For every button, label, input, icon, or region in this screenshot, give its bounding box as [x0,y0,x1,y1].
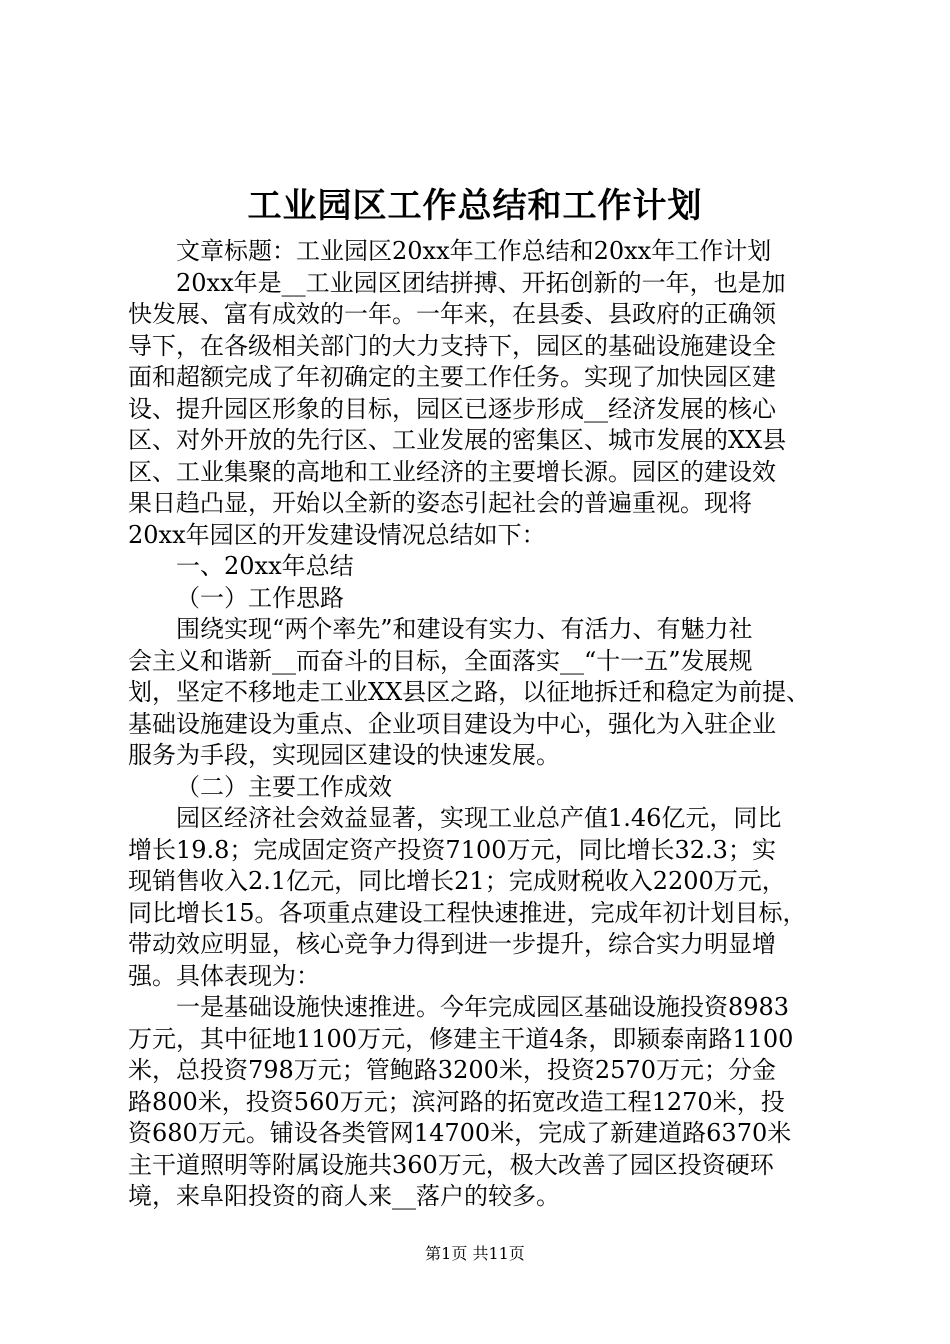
paragraph-line: 园区经济社会效益显著，实现工业总产值1.46亿元，同比 [176,804,782,832]
paragraph-line: 资680万元。铺设各类管网14700米，完成了新建道路6370米 [128,1119,792,1147]
paragraph-line: 主干道照明等附属设施共360万元，极大改善了园区投资硬环 [128,1150,774,1179]
paragraph-line: 设、提升园区形象的目标，园区已逐步形成__经济发展的核心 [128,394,776,423]
paragraph-line: 20xx年园区的开发建设情况总结如下： [128,520,546,549]
document-body [128,236,828,1213]
paragraph-line: 快发展、富有成效的一年。一年来，在县委、县政府的正确领 [128,300,776,328]
paragraph-line: 带动效应明显，核心竞争力得到进一步提升，综合实力明显增 [128,930,776,958]
subsection-heading: （二）主要工作成效 [176,772,392,801]
paragraph-line: 万元，其中征地1100万元，修建主干道4条，即颍泰南路1100 [128,1024,794,1053]
paragraph-line: 会主义和谐新__而奋斗的目标，全面落实__“十一五”发展规 [128,646,753,675]
document-title: 工业园区工作总结和工作计划 [247,186,703,226]
paragraph-line: 区、工业集聚的高地和工业经济的主要增长源。园区的建设效 [128,457,776,486]
paragraph-line: 服务为手段，实现园区建设的快速发展。 [128,741,560,769]
paragraph-line: 导下，在各级相关部门的大力支持下，园区的基础设施建设全 [128,331,776,360]
paragraph-line: 区、对外开放的先行区、工业发展的密集区、城市发展的XX县 [128,426,787,454]
paragraph-line: 一是基础设施快速推进。今年完成园区基础设施投资8983 [176,993,790,1021]
paragraph-line: 20xx年是__工业园区团结拼搏、开拓创新的一年，也是加 [176,268,786,297]
paragraph-line: 强。具体表现为： [128,961,320,990]
paragraph-line: 面和超额完成了年初确定的主要工作任务。实现了加快园区建 [128,363,776,391]
paragraph-line: 增长19.8；完成固定资产投资7100万元，同比增长32.3；实 [128,835,776,864]
paragraph-line: 境，来阜阳投资的商人来__落户的较多。 [128,1182,560,1210]
article-title-line: 文章标题：工业园区20xx年工作总结和20xx年工作计划 [176,237,772,265]
paragraph-line: 划，坚定不移地走工业XX县区之路，以征地拆迁和稳定为前提、 [128,678,811,706]
paragraph-line: 基础设施建设为重点、企业项目建设为中心，强化为入驻企业 [128,709,776,738]
paragraph-line: 现销售收入2.1亿元，同比增长21；完成财税收入2200万元， [128,867,786,895]
paragraph-line: 果日趋凸显，开始以全新的姿态引起社会的普遍重视。现将 [128,489,752,517]
paragraph-line: 围绕实现“两个率先”和建设有实力、有活力、有魅力社 [176,615,753,643]
paragraph-line: 同比增长15。各项重点建设工程快速推进，完成年初计划目标， [128,898,807,927]
page-number-footer: 第1页 共11页 [425,1244,525,1263]
subsection-heading: （一）工作思路 [176,583,344,612]
paragraph-line: 路800米，投资560万元；滨河路的拓宽改造工程1270米，投 [128,1087,785,1116]
paragraph-line: 米，总投资798万元；管鲍路3200米，投资2570万元；分金 [128,1056,776,1084]
section-heading: 一、20xx年总结 [176,552,354,580]
